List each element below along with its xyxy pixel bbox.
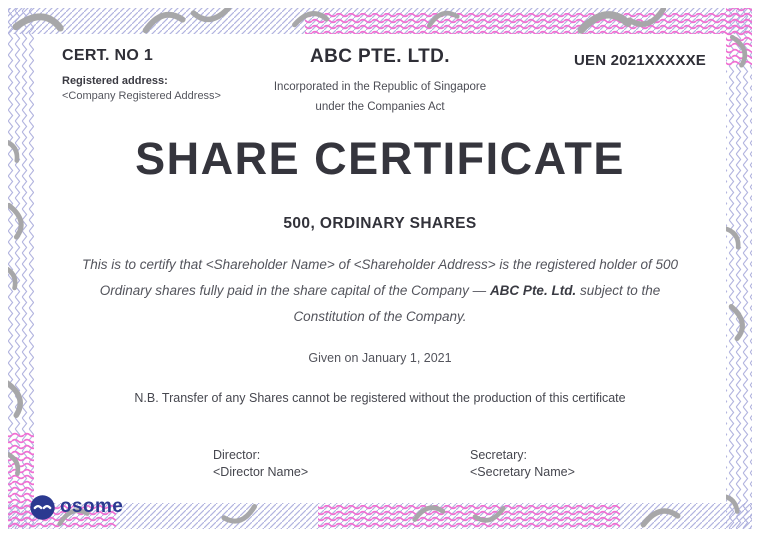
nota-bene-line: N.B. Transfer of any Shares cannot be registered without the production of this certificate <box>134 391 626 405</box>
certification-paragraph <box>70 252 690 330</box>
secretary-signature-block <box>470 448 575 479</box>
certificate-title: SHARE CERTIFICATE <box>135 133 625 184</box>
certificate-number: CERT. NO 1 <box>62 47 154 64</box>
registered-address-label: Registered address: <box>62 75 168 87</box>
incorporation-line-1: Incorporated in the Republic of Singapore <box>273 81 487 93</box>
osome-logo-icon <box>29 494 56 521</box>
secretary-name: <Secretary Name> <box>470 465 575 479</box>
company-name: ABC PTE. LTD. <box>310 46 450 67</box>
registered-address-value: <Company Registered Address> <box>62 90 221 102</box>
uen-number: UEN 2021XXXXXE <box>573 52 706 69</box>
director-label: Director: <box>213 448 261 462</box>
certification-text-part1: This is to certify that <Shareholder Name> of <Shareholder Address> is the registered holder of 500 Ordinary shares fully paid in the share capital of the Company — <box>81 257 679 298</box>
secretary-label: Secretary: <box>470 448 527 462</box>
shares-summary: 500, ORDINARY SHARES <box>283 215 477 232</box>
director-signature-block <box>213 448 308 479</box>
certification-text-part2: subject to the Constitution of the Company. <box>293 283 661 324</box>
director-name: <Director Name> <box>213 465 309 479</box>
certification-company-bold: ABC Pte. Ltd. <box>489 283 577 298</box>
given-on-date: Given on January 1, 2021 <box>308 351 452 365</box>
incorporation-line-2: under the Companies Act <box>315 101 445 113</box>
osome-logo <box>29 493 123 521</box>
osome-logo-text: osome <box>60 496 124 517</box>
